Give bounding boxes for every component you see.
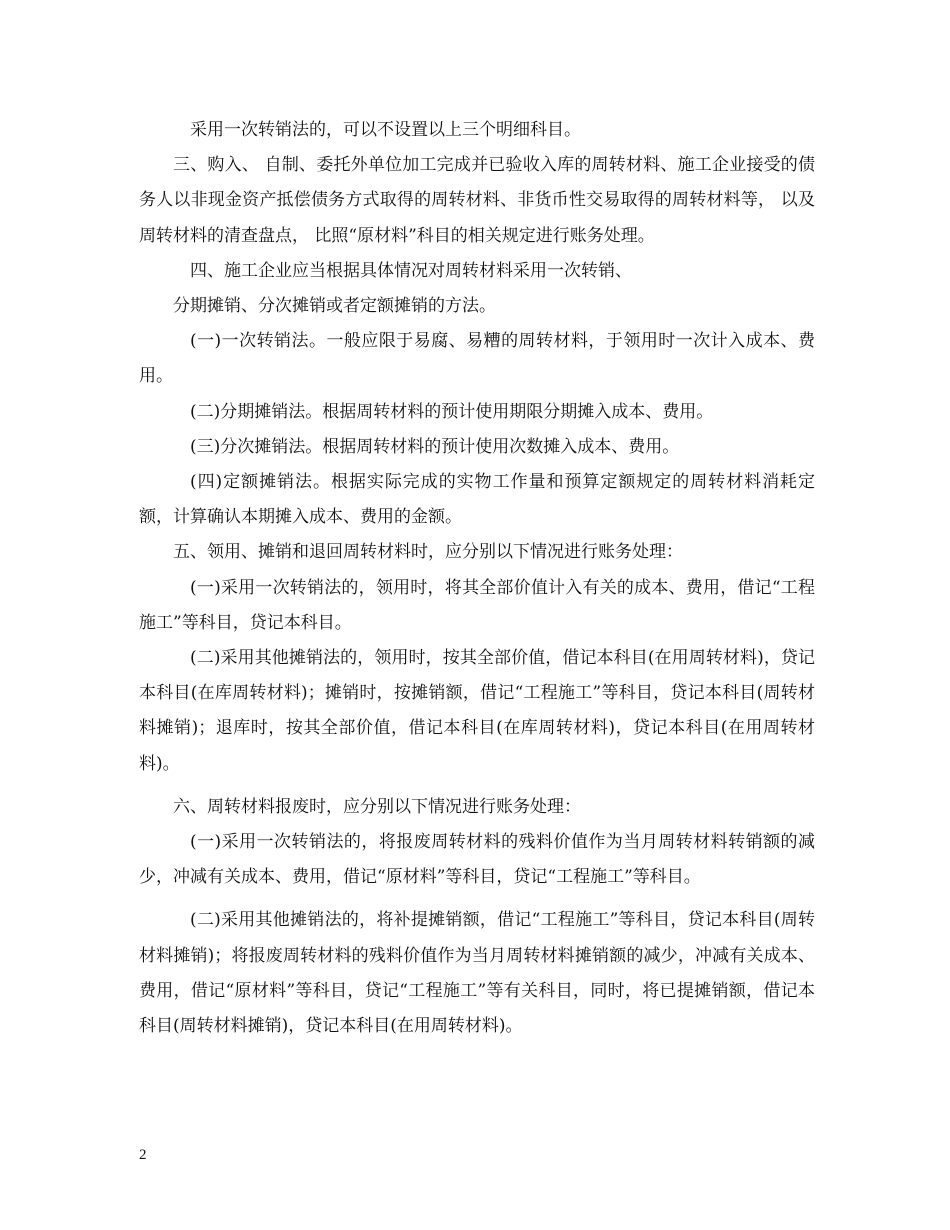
- paragraph-section-3: 三、购入、 自制、委托外单位加工完成并已验收入库的周转材料、施工企业接受的债务人以非现金资产抵偿债务方式取得的周转材料、非货币性交易取得的周转材料等， 以及周转材料的清查盘点， 比照“原材料”科目的相关规定进行账务处理。: [139, 155, 815, 246]
- paragraph-6-1: (一)采用一次转销法的，将报废周转材料的残料价值作为当月周转材料转销额的减少，冲减有关成本、费用，借记“原材料”等科目，贷记“工程施工”等科目。: [139, 832, 815, 888]
- paragraph-section-6: 六、周转材料报废时，应分别以下情况进行账务处理：: [173, 796, 581, 817]
- paragraph-4-3-usage-amortization: (三)分次摊销法。根据周转材料的预计使用次数摊入成本、费用。: [190, 436, 680, 457]
- paragraph-section-4-continued: 分期摊销、分次摊销或者定额摊销的方法。: [173, 296, 496, 317]
- paragraph-6-2: (二)采用其他摊销法的，将补提摊销额，借记“工程施工”等科目，贷记本科目(周转材料摊销)；将报废周转材料的残料价值作为当月周转材料摊销额的减少，冲减有关成本、费用，借记“原材料”等科目，贷记“工程施工”等有关科目，同时，将已提摊销额，借记本科目(周转材料摊销)，贷记本科目(在用周转材料)。: [139, 910, 815, 1037]
- document-body: [139, 113, 815, 1044]
- paragraph-5-1: (一)采用一次转销法的，领用时，将其全部价值计入有关的成本、费用，借记“工程施工”等科目，贷记本科目。: [139, 577, 815, 633]
- page-number: 2: [139, 1147, 147, 1163]
- paragraph-one-time-writeoff-note: 采用一次转销法的，可以不设置以上三个明细科目。: [190, 120, 581, 140]
- paragraph-4-1-one-time-writeoff: (一)一次转销法。一般应限于易腐、易糟的周转材料，于领用时一次计入成本、费用。: [139, 331, 815, 387]
- paragraph-4-4-quota-amortization: (四)定额摊销法。根据实际完成的实物工作量和预算定额规定的周转材料消耗定额，计算确认本期摊入成本、费用的金额。: [139, 472, 815, 528]
- paragraph-5-2: (二)采用其他摊销法的，领用时，按其全部价值，借记本科目(在用周转材料)，贷记本科目(在库周转材料)；摊销时，按摊销额，借记“工程施工”等科目，贷记本科目(周转材料摊销)；退库时，按其全部价值，借记本科目(在库周转材料)，贷记本科目(在用周转材料)。: [139, 648, 815, 774]
- paragraph-section-5: 五、领用、摊销和退回周转材料时，应分别以下情况进行账务处理：: [173, 542, 683, 563]
- paragraph-4-2-periodic-amortization: (二)分期摊销法。根据周转材料的预计使用期限分期摊入成本、费用。: [190, 401, 714, 422]
- paragraph-section-4: 四、施工企业应当根据具体情况对周转材料采用一次转销、: [190, 260, 632, 281]
